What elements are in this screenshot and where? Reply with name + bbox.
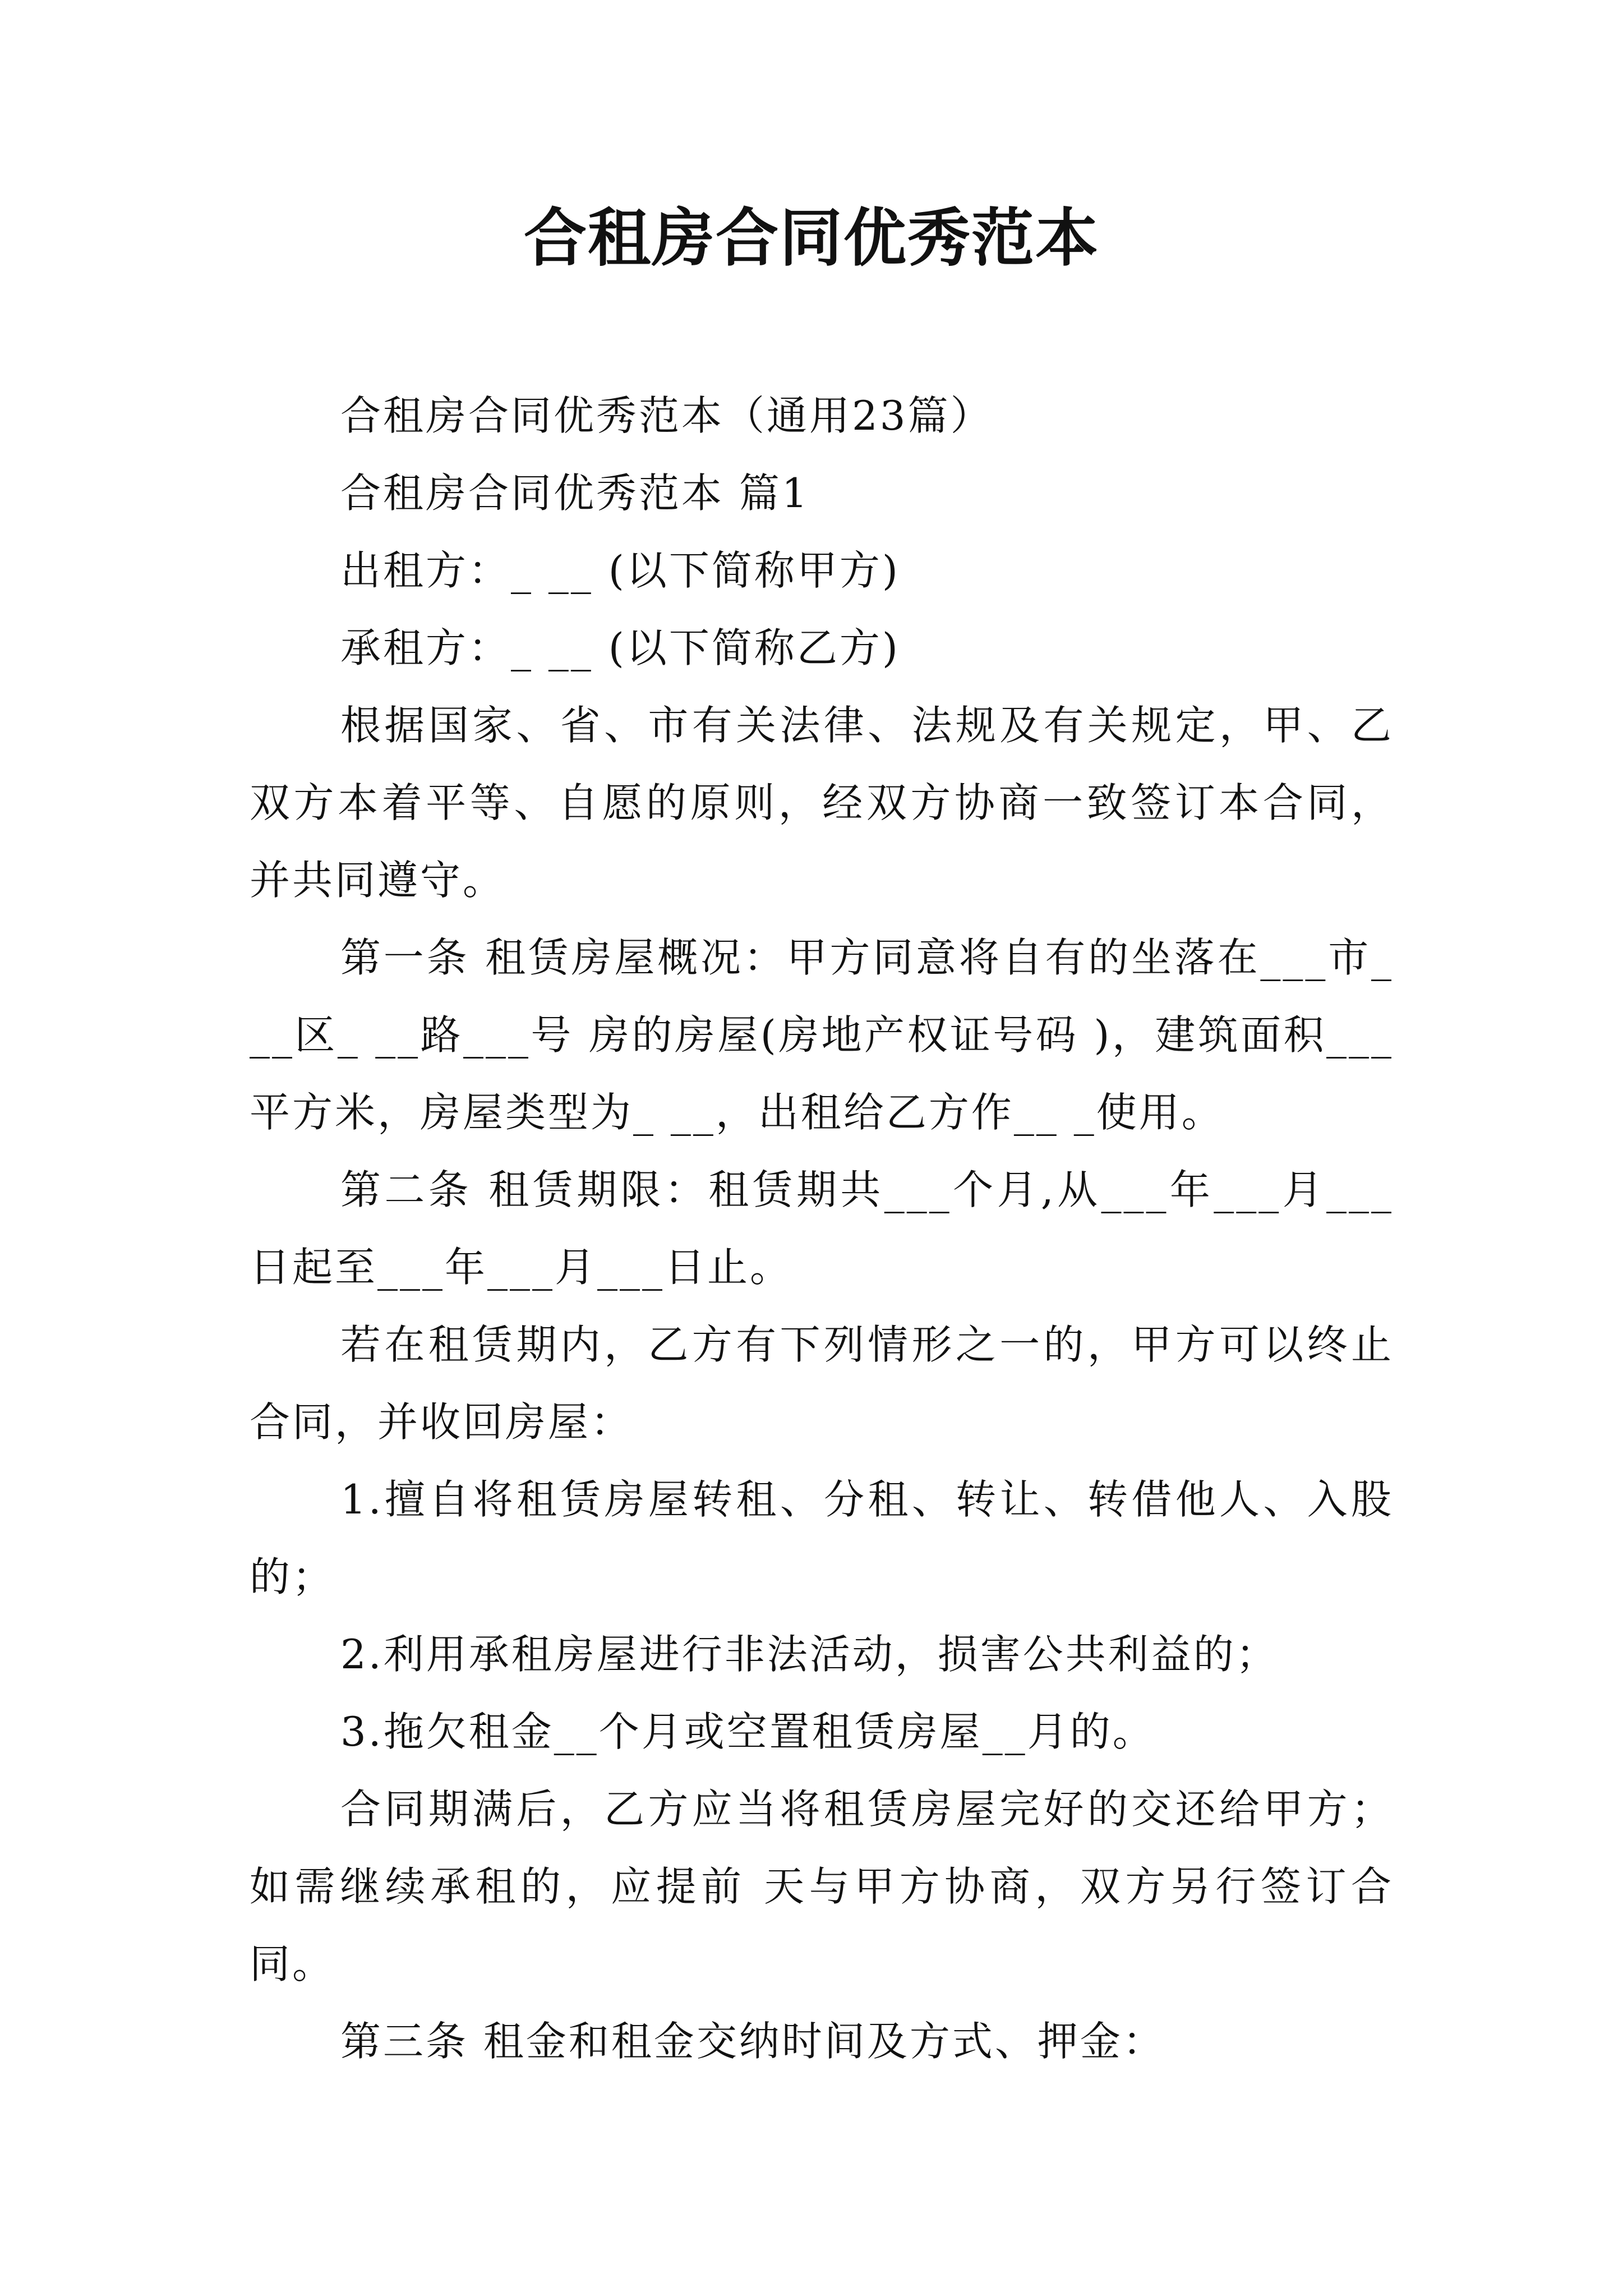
paragraph-article-2: 第二条 租赁期限：租赁期共___个月,从___年___月___日起至___年___月___日止。 (250, 1166, 1394, 1291)
paragraph-section-heading: 合租房合同优秀范本 篇1 (340, 470, 810, 517)
paragraph-lessee: 承租方：_ __ (以下简称乙方) (340, 624, 900, 671)
paragraph-expiry: 合同期满后，乙方应当将租赁房屋完好的交还给甲方；如需继续承租的，应提前 天与甲方协商，双方另行签订合同。 (250, 1786, 1394, 1987)
paragraph-condition-2: 2.利用承租房屋进行非法活动，损害公共利益的； (340, 1631, 1279, 1678)
paragraph-termination-conditions: 若在租赁期内，乙方有下列情形之一的，甲方可以终止合同，并收回房屋： (250, 1321, 1394, 1446)
paragraph-preamble: 根据国家、省、市有关法律、法规及有关规定，甲、乙双方本着平等、自愿的原则，经双方协商一致签订本合同，并共同遵守。 (250, 702, 1394, 904)
document-body (250, 377, 1394, 2080)
paragraph-article-1: 第一条 租赁房屋概况：甲方同意将自有的坐落在___市___区_ __路___号 房的房屋(房地产权证号码 )，建筑面积___平方米，房屋类型为_ __，出租给乙方作__ _使用。 (250, 934, 1394, 1136)
paragraph-lessor: 出租方：_ __ (以下简称甲方) (340, 547, 900, 594)
paragraph-condition-1: 1.擅自将租赁房屋转租、分租、转让、转借他人、入股的； (250, 1476, 1394, 1600)
paragraph-subtitle: 合租房合同优秀范本（通用23篇） (340, 392, 993, 439)
paragraph-article-3: 第三条 租金和租金交纳时间及方式、押金： (340, 2018, 1165, 2065)
paragraph-condition-3: 3.拖欠租金__个月或空置租赁房屋__月的。 (340, 1708, 1155, 1755)
document-title: 合租房合同优秀范本 (524, 201, 1099, 275)
